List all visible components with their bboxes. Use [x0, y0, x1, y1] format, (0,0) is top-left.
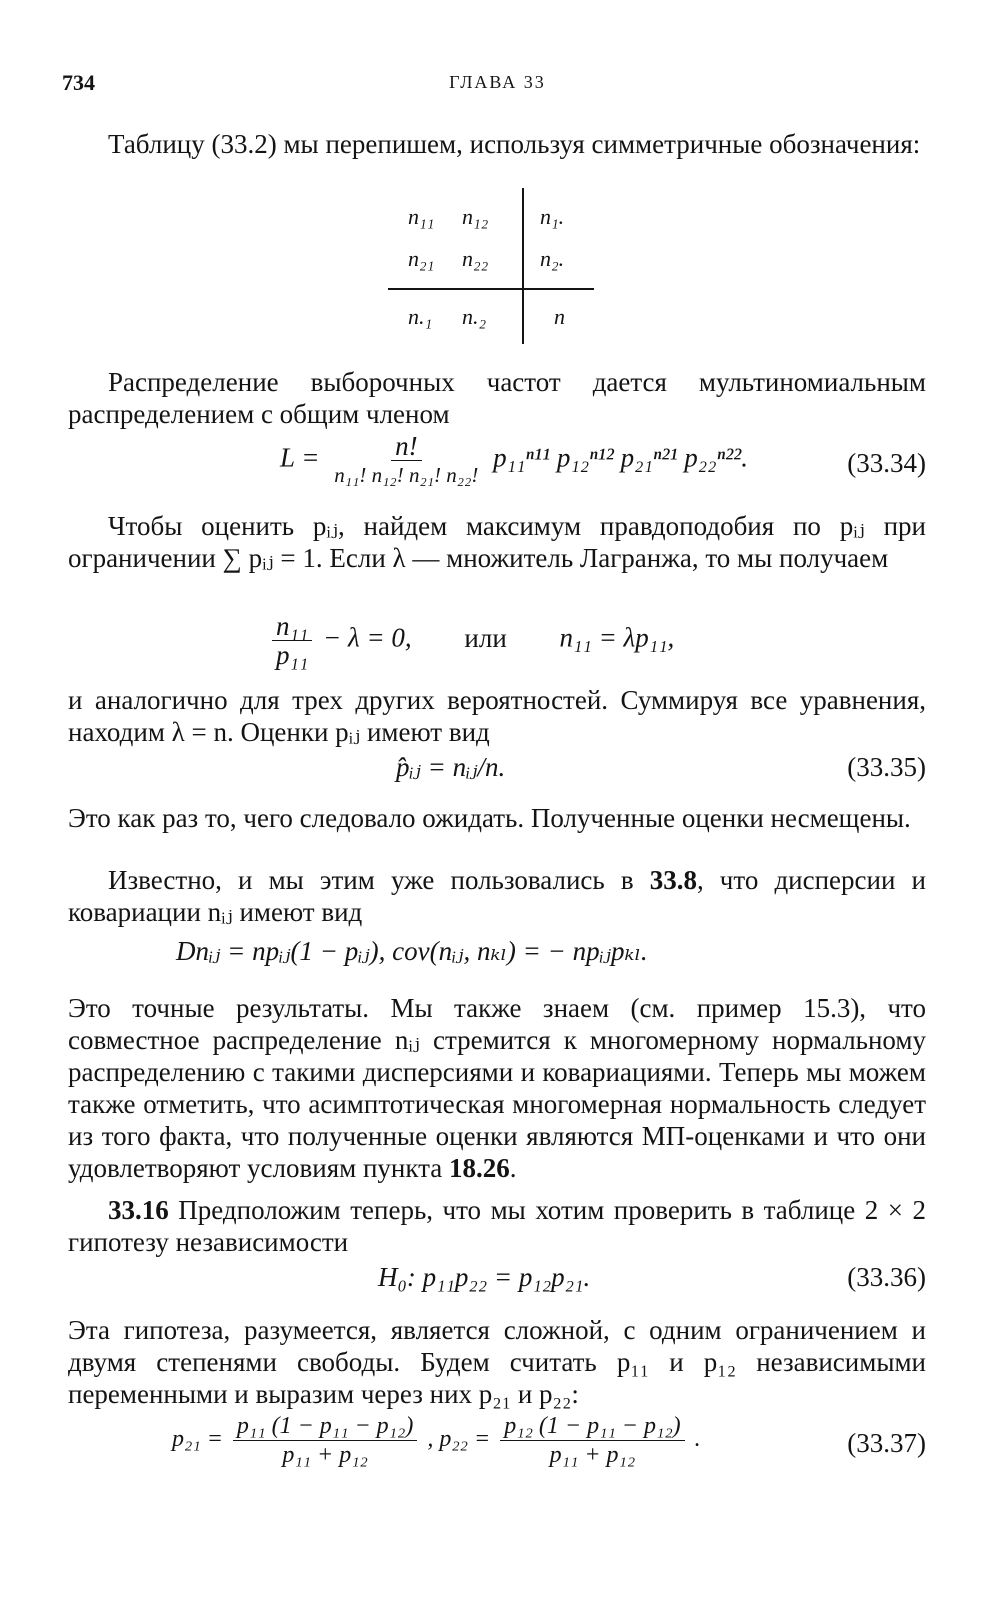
- equation-number: (33.35): [847, 752, 926, 782]
- eq-rest: − λ = 0,: [323, 622, 412, 653]
- eq-alternative: n₁₁ = λp₁₁,: [559, 622, 675, 653]
- section-ref: 18.26: [448, 1153, 510, 1183]
- eq-body: Dnᵢⱼ = npᵢⱼ(1 − pᵢⱼ), cov(nᵢⱼ, nₖₗ) = − npᵢⱼpₖₗ.: [176, 936, 648, 966]
- running-header: ГЛАВА 33: [449, 72, 546, 92]
- table-horizontal-rule: [388, 288, 594, 290]
- section-ref: 33.8: [649, 865, 697, 895]
- cell-n11: n₁₁: [408, 204, 435, 229]
- equation-number: (33.34): [847, 448, 926, 478]
- eq-product: p₁₁ⁿ¹¹ p₁₂ⁿ¹² p₂₁ⁿ²¹ p₂₂ⁿ²².: [493, 442, 749, 473]
- fraction-numerator: p₁₁ (1 − p₁₁ − p₁₂): [233, 1412, 417, 1441]
- equation-number: (33.37): [847, 1428, 926, 1458]
- equation-number: (33.36): [847, 1262, 926, 1292]
- expected-paragraph: Это как раз то, чего следовало ожидать. Полученные оценки несмещены.: [68, 803, 911, 833]
- eq-fraction: [330, 432, 482, 489]
- fraction-numerator: n!: [391, 432, 422, 461]
- cell-n21: n₂₁: [408, 246, 435, 271]
- known-paragraph: [68, 864, 926, 928]
- distribution-paragraph: Распределение выборочных частот дается мультиномиальным распределением с общим членом: [68, 367, 926, 429]
- equation-33-37: [68, 1412, 926, 1476]
- fraction-denominator: p₁₁ + p₁₂: [549, 1442, 636, 1468]
- eq-or-word: или: [464, 622, 507, 653]
- exact-paragraph: [68, 992, 926, 1184]
- eq-body: p̂ᵢⱼ = nᵢⱼ/n.: [396, 752, 506, 782]
- exact-text: Это точные результаты. Мы также знаем (см. пример 15.3), что совместное распределение nᵢⱼ стремится к многомерному нормальному распределению с такими дисперсиями и ковариациями. Теперь мы можем также отметить, что асимптотическая многомерная нормальность следует из того факта, что полученные оценки являются МП-оценками и что они удовлетворяют условиям пункта: [68, 993, 926, 1183]
- fraction-denominator: p₁₁ + p₁₂: [282, 1442, 368, 1468]
- section-number: 33.16: [108, 1195, 169, 1225]
- eq-lhs-p22: , p₂₂ =: [427, 1426, 491, 1453]
- estimate-paragraph: Чтобы оценить pᵢⱼ, найдем максимум правдоподобия по pᵢⱼ при ограничении ∑ pᵢⱼ = 1. Если λ — множитель Лагранжа, то мы получаем: [68, 511, 926, 573]
- section-text: Предположим теперь, что мы хотим проверить в таблице 2 × 2 гипотезу независимости: [68, 1195, 926, 1257]
- known-text: Известно, и мы этим уже пользовались в: [108, 865, 650, 895]
- eq-fraction-p21: [233, 1412, 417, 1469]
- cell-total: n: [554, 304, 565, 329]
- hypothesis-paragraph: Эта гипотеза, разумеется, является сложной, с одним ограничением и двумя степенями свободы. Будем считать p₁₁ и p₁₂ независимыми переменными и выразим через них p₂₁ и p₂₂:: [68, 1315, 926, 1409]
- equation-lagrange: [68, 612, 926, 676]
- cell-n12: n₁₂: [462, 204, 489, 229]
- section-paragraph: [68, 1194, 926, 1258]
- cell-ndot1: n.₁: [408, 304, 433, 329]
- page-number: 734: [62, 70, 95, 95]
- cell-n22: n₂₂: [462, 246, 489, 271]
- equation-33-35: [68, 752, 926, 800]
- eq-lhs-p21: p₂₁ =: [172, 1426, 223, 1453]
- known-text-end: , что дисперсии и ковариации nᵢⱼ имеют вид: [68, 865, 926, 927]
- cell-ndot2: n.₂: [462, 304, 487, 329]
- eq-fraction-p22: [500, 1412, 684, 1469]
- eq-fraction: [272, 612, 312, 669]
- fraction-numerator: n₁₁: [272, 612, 312, 641]
- eq-lhs: L =: [280, 442, 320, 473]
- equation-33-34: [68, 432, 926, 496]
- cell-n1dot: n₁.: [540, 204, 565, 229]
- fraction-numerator: p₁₂ (1 − p₁₁ − p₁₂): [500, 1412, 684, 1441]
- equation-33-36: [68, 1262, 926, 1310]
- intro-paragraph: Таблицу (33.2) мы перепишем, используя симметричные обозначения:: [108, 129, 921, 159]
- fraction-denominator: p₁₁: [276, 640, 309, 670]
- equation-variance: [68, 936, 926, 984]
- exact-text-end: .: [509, 1153, 517, 1183]
- fraction-denominator: n₁₁! n₁₂! n₂₁! n₂₂!: [334, 463, 479, 487]
- eq-end: .: [694, 1426, 701, 1453]
- similar-paragraph: и аналогично для трех других вероятностей. Суммируя все уравнения, находим λ = n. Оценки pᵢⱼ имеют вид: [68, 685, 926, 747]
- table-vertical-rule: [522, 188, 524, 344]
- cell-n2dot: n₂.: [540, 246, 565, 271]
- contingency-table: [388, 188, 594, 344]
- eq-body: H₀: p₁₁p₂₂ = p₁₂p₂₁.: [378, 1262, 591, 1292]
